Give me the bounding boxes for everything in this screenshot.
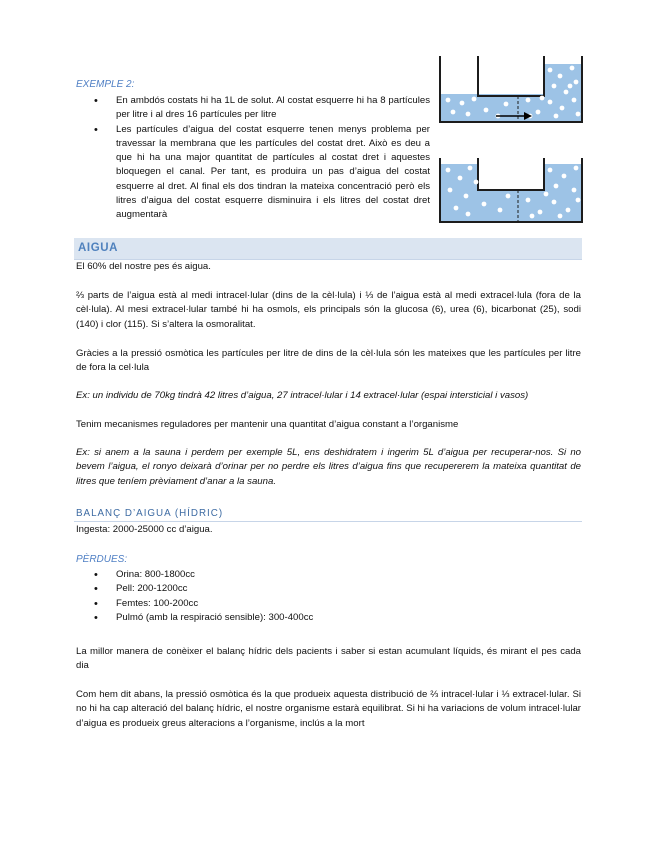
regulation-paragraph: Tenim mecanismes reguladores per mantenir una quantitat d’aigua constant a l’organisme	[76, 419, 459, 430]
osmotic-pressure-paragraph: Gràcies a la pressió osmòtica les partícules per litre de dins de la cèl·lula són les mateixes que les partícules per litre de fora la cel·lula	[76, 348, 581, 374]
balance-title: BALANÇ D’AIGUA (HÍDRIC)	[76, 508, 224, 519]
loss-item: • Orina: 800-1800cc	[82, 568, 313, 582]
example-bullet: • Les partícules d’aigua del costat esquerre tenen menys problema per travessar la membrana que les partícules del costat dret. Això es deu a que hi ha una major quantitat de partícules al costat dret i aquestes bloquegen el canal. Per tant, es produira un pas d’aigua del costat esquerre al dret. Al final els dos tindran la mateixa concentració però els litres d’aigua del costat esquerre disminuira i els litres del costat dret augmentarà	[82, 123, 430, 223]
loss-item: • Pell: 200-1200cc	[82, 582, 313, 596]
diagram-bottom-panel	[440, 158, 582, 222]
intro-text: El 60% del nostre pes és aigua.	[76, 261, 211, 272]
diagram-top-panel	[440, 56, 582, 122]
section-heading-aigua	[74, 238, 582, 260]
example-70kg: Ex: un individu de 70kg tindrà 42 litres d’aigua, 27 intracel·lular i 14 extracel·lular (espai intersticial i vasos)	[76, 390, 529, 401]
losses-list	[82, 568, 313, 625]
weight-paragraph: La millor manera de conèixer el balanç hídric dels pacients i saber si estan acumulant líquids, és mirant el pes cada dia	[76, 646, 581, 672]
water-balance-heading	[74, 507, 582, 522]
final-paragraph: Com hem dit abans, la pressió osmòtica és la que produeix aquesta distribució de ⅔ intracel·lular i ⅓ extracel·lular. Si no hi ha cap alteració del balanç hídric, el nostre organisme estarà equilibrat. Si hi ha variacions de volum intracel·lular d’aigua es produeix greus alteracions a l’organisme, inclús a la mort	[76, 689, 581, 729]
section-title: AIGUA	[78, 242, 119, 254]
sauna-example: Ex: si anem a la sauna i perdem per exemple 5L, ens deshidratem i ingerim 5L d’aigua per recuperar-nos. Si no bevem l’aigua, el ronyo deixarà d’orinar per no perdre els litres d’aigua fins que recupererem la mateixa quantitat de litres que teníem prèviament d’anar a la sauna.	[76, 447, 581, 487]
example-title: EXEMPLE 2:	[76, 79, 135, 90]
example-bullet-list	[82, 94, 430, 223]
distribution-paragraph: ⅔ parts de l’aigua està al medi intracel·lular (dins de la cèl·lula) i ⅓ de l’aigua està al medi extracel·lula (fora de la cèl·lula). Al mesi extracel·lular també hi ha osmols, els principals són la glucosa (6), urea (6), bicarbonat (25), sodi (140) i clor (115). Si s’altera la osmoralitat.	[76, 290, 581, 330]
loss-item: • Femtes: 100-200cc	[82, 597, 313, 611]
losses-title: PÈRDUES:	[76, 554, 128, 565]
osmosis-diagram	[438, 50, 584, 226]
loss-item: • Pulmó (amb la respiració sensible): 300-400cc	[82, 611, 313, 625]
example-bullet: • En ambdós costats hi ha 1L de solut. Al costat esquerre hi ha 8 partícules per litre i al dres 16 partícules per litre	[82, 94, 430, 123]
intake-text: Ingesta: 2000-25000 cc d’aigua.	[76, 524, 213, 535]
